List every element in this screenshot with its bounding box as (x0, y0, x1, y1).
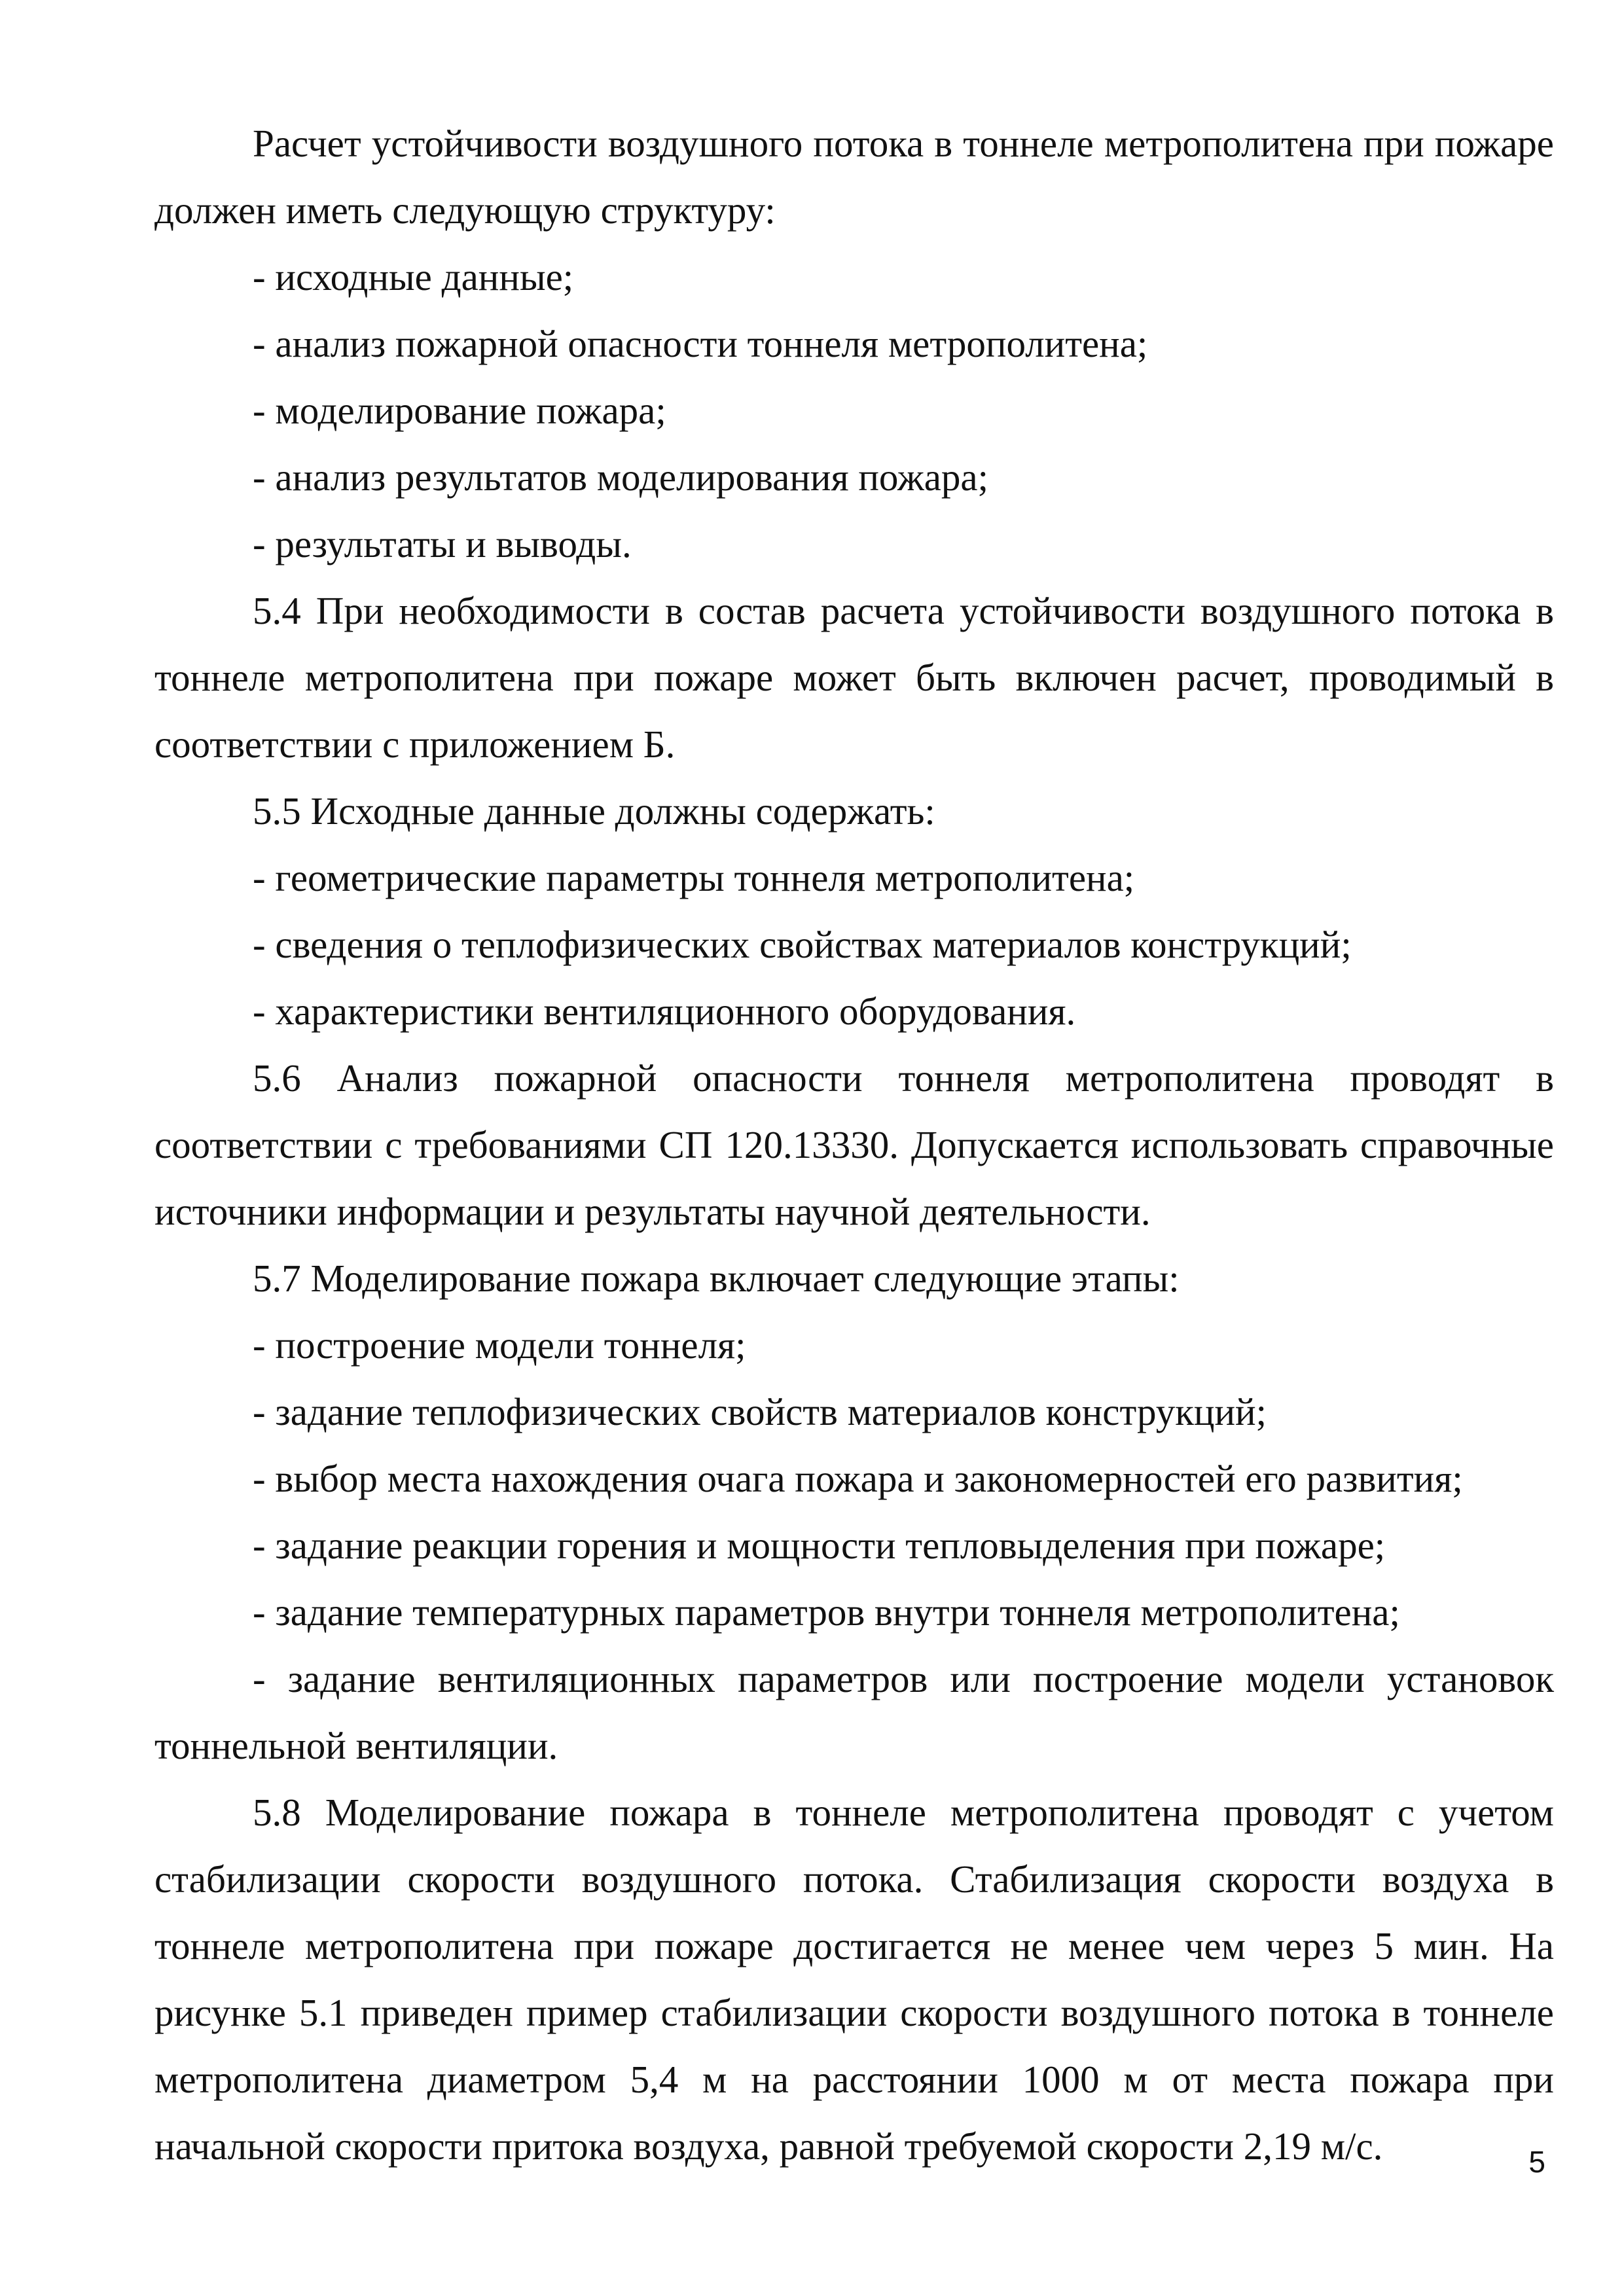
list-item: - характеристики вентиляционного оборудования. (253, 990, 1076, 1033)
list-item: - результаты и выводы. (253, 522, 632, 565)
list-item: - геометрические параметры тоннеля метрополитена; (253, 856, 1135, 899)
list-item: - задание реакции горения и мощности тепловыделения при пожаре; (253, 1524, 1386, 1567)
list-item: - построение модели тоннеля; (253, 1323, 746, 1367)
clause-5-6-line: источники информации и результаты научной деятельности. (154, 1190, 1151, 1233)
clause-5-4-line: тоннеле метрополитена при пожаре может быть включен расчет, проводимый в (154, 656, 1554, 699)
clause-5-5-heading: 5.5 Исходные данные должны содержать: (253, 789, 935, 833)
clause-5-8-line: 5.8 Моделирование пожара в тоннеле метрополитена проводят с учетом (253, 1791, 1554, 1834)
list-item: - сведения о теплофизических свойствах материалов конструкций; (253, 923, 1352, 966)
clause-5-7-heading: 5.7 Моделирование пожара включает следующие этапы: (253, 1257, 1180, 1300)
page-number: 5 (1528, 2145, 1545, 2179)
list-item: - моделирование пожара; (253, 389, 666, 432)
list-item: - анализ пожарной опасности тоннеля метрополитена; (253, 322, 1148, 365)
clause-5-8-line: рисунке 5.1 приведен пример стабилизации скорости воздушного потока в тоннеле (154, 1991, 1554, 2034)
list-item: - задание температурных параметров внутри тоннеля метрополитена; (253, 1590, 1400, 1634)
clause-5-8-line: метрополитена диаметром 5,4 м на расстоянии 1000 м от места пожара при (154, 2058, 1554, 2101)
list-item: - выбор места нахождения очага пожара и закономерностей его развития; (253, 1457, 1463, 1500)
clause-5-4-line: 5.4 При необходимости в состав расчета устойчивости воздушного потока в (253, 589, 1554, 632)
paragraph-line: должен иметь следующую структуру: (154, 188, 776, 232)
clause-5-8-line: стабилизации скорости воздушного потока. Стабилизация скорости воздуха в (154, 1857, 1554, 1901)
list-item-continuation: тоннельной вентиляции. (154, 1724, 558, 1767)
clause-5-4-line: соответствии с приложением Б. (154, 723, 676, 766)
clause-5-8-line: тоннеле метрополитена при пожаре достигается не менее чем через 5 мин. На (154, 1924, 1554, 1967)
clause-5-8-line: начальной скорости притока воздуха, равной требуемой скорости 2,19 м/с. (154, 2125, 1383, 2168)
list-item: - задание вентиляционных параметров или построение модели установок (253, 1657, 1554, 1700)
paragraph-line: Расчет устойчивости воздушного потока в тоннеле метрополитена при пожаре (253, 122, 1554, 165)
body-text (154, 110, 1554, 2179)
clause-5-6-line: соответствии с требованиями СП 120.13330. Допускается использовать справочные (154, 1123, 1554, 1166)
clause-5-6-line: 5.6 Анализ пожарной опасности тоннеля метрополитена проводят в (253, 1056, 1554, 1100)
list-item: - анализ результатов моделирования пожара; (253, 456, 988, 499)
list-item: - задание теплофизических свойств материалов конструкций; (253, 1390, 1267, 1433)
list-item: - исходные данные; (253, 255, 574, 298)
